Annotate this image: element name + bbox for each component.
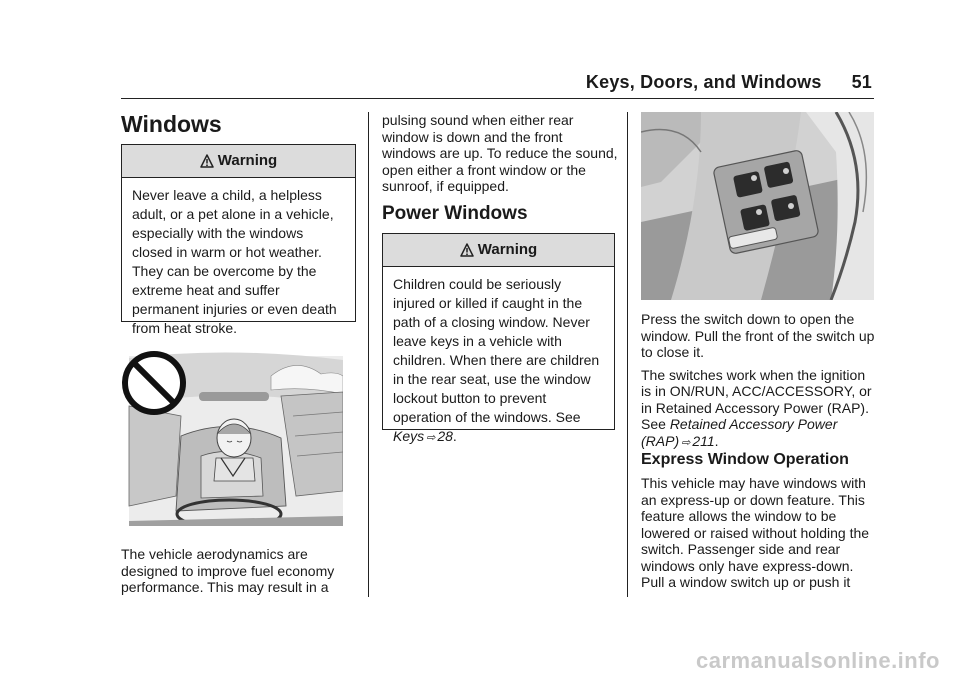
warning-title: Warning: [217, 152, 278, 169]
paragraph-ignition: The switches work when the ignition is in ON/RUN, ACC/ACCESSORY, or in Retained Accessory Power (RAP). See Retained Accessory Power (RAP) ⇨ 211.: [641, 366, 872, 449]
page-reference-arrow-icon: ⇨: [681, 436, 691, 449]
section-heading-windows: Windows: [121, 111, 222, 137]
page-number: 51: [851, 72, 872, 92]
cross-reference-rap[interactable]: Retained Accessory Power (RAP) ⇨ 211: [641, 416, 838, 449]
warning-box: [382, 233, 615, 444]
column-divider: [368, 112, 369, 597]
section-heading-power-windows: Power Windows: [382, 203, 528, 224]
child-in-car-illustration: [121, 346, 343, 526]
watermark: carmanualsonline.info: [696, 648, 940, 673]
cross-reference-keys[interactable]: Keys ⇨ 28: [393, 428, 453, 444]
column3-text: [641, 311, 877, 457]
paragraph-express-feature: This vehicle may have windows with an express-up or down feature. This feature allows the window to be lowered or raised without holding the switch. Passenger side and rear windows only have express-down. Pull a window switch up or push it: [641, 475, 870, 590]
warning-header: [122, 145, 355, 178]
prohibition-icon: [121, 350, 187, 421]
warning-box: [121, 144, 356, 336]
running-header: [586, 72, 872, 93]
paragraph-press-switch: Press the switch down to open the window. Pull the front of the switch up to close it.: [641, 311, 875, 360]
warning-triangle-icon: [460, 237, 474, 269]
warning-header: [383, 234, 614, 267]
warning-text: Never leave a child, a helpless adult, or a pet alone in a vehicle, especially with the windows closed in warm or hot weather. They can be overcome by the extreme heat and suffer permanent injuries or even death from heat stroke.: [132, 187, 337, 336]
window-switch-illustration: [641, 112, 874, 300]
page-reference-arrow-icon: ⇨: [426, 432, 436, 444]
paragraph-aerodynamics: The vehicle aerodynamics are designed to improve fuel economy performance. This may result in a: [121, 546, 335, 595]
warning-text: Children could be seriously injured or killed if caught in the path of a closing window. Never leave keys in a vehicle with children. When there are children in the rear seat, use the window lockout button to prevent operation of the windows. See Keys ⇨ 28.: [393, 276, 600, 444]
paragraph-pulsing-sound: pulsing sound when either rear window is down and the front windows are up. To reduce the sound, open either a front window or the sunroof, if equipped.: [382, 112, 618, 194]
warning-text-body: Children could be seriously injured or killed if caught in the path of a closing window. Never leave keys in a vehicle with children. When there are children in the rear seat, use the window lockout button to prevent operation of the windows. See: [393, 276, 600, 425]
section-title: Keys, Doors, and Windows: [585, 72, 822, 92]
warning-triangle-icon: [200, 148, 214, 180]
header-rule: [121, 98, 874, 99]
subheading-express-window: Express Window Operation: [641, 451, 849, 468]
column-divider: [627, 112, 628, 597]
warning-title: Warning: [477, 241, 538, 258]
